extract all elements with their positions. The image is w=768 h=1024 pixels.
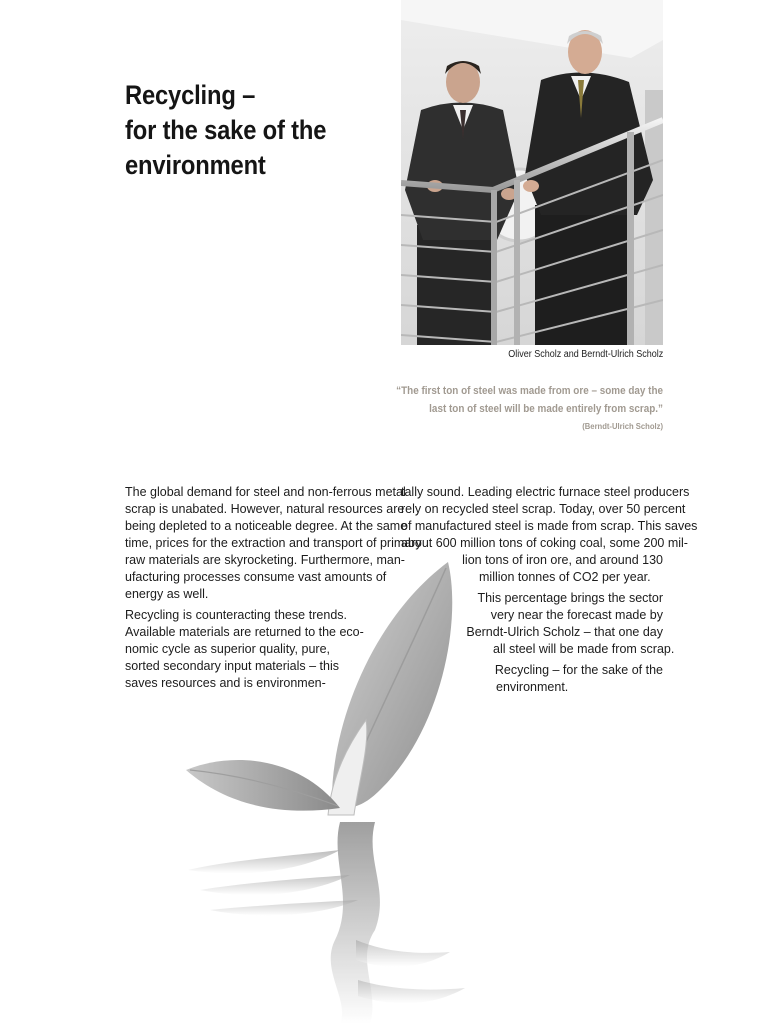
text-line: Berndt-Ulrich Scholz – that one day xyxy=(466,625,663,639)
heading-line-1: Recycling – xyxy=(125,80,256,110)
body-column-left xyxy=(125,484,422,692)
pull-quote xyxy=(393,382,663,433)
text-line: sorted secondary input materials – this xyxy=(125,659,339,673)
text-line: raw materials are skyrocketing. Furthermore, man- xyxy=(125,553,405,567)
text-line: about 600 million tons of coking coal, some 200 mil- xyxy=(401,536,688,550)
body-paragraph-5 xyxy=(401,662,663,696)
portrait-photo xyxy=(401,0,663,345)
text-line: This percentage brings the sector xyxy=(477,591,663,605)
heading-line-2: for the sake of the xyxy=(125,115,327,145)
text-line: rely on recycled steel scrap. Today, over 50 percent xyxy=(401,502,686,516)
body-paragraph-1 xyxy=(125,484,422,603)
quote-attribution: (Berndt-Ulrich Scholz) xyxy=(582,421,663,431)
text-line: ufacturing processes consume vast amounts of xyxy=(125,570,387,584)
quote-line-1: “The first ton of steel was made from ore – some day the xyxy=(396,385,663,397)
photo-caption: Oliver Scholz and Berndt-Ulrich Scholz xyxy=(507,349,663,360)
text-line: tally sound. Leading electric furnace steel producers xyxy=(401,485,690,499)
text-line: time, prices for the extraction and transport of primary xyxy=(125,536,422,550)
text-line: of manufactured steel is made from scrap. This saves xyxy=(401,519,698,533)
text-line: million tonnes of CO2 per year. xyxy=(479,570,651,584)
body-column-right xyxy=(401,484,698,696)
text-line: The global demand for steel and non-ferrous metal xyxy=(125,485,406,499)
heading-line-3: environment xyxy=(125,150,266,180)
text-line: nomic cycle as superior quality, pure, xyxy=(125,642,330,656)
text-line: very near the forecast made by xyxy=(490,608,663,622)
text-line: all steel will be made from scrap. xyxy=(493,642,675,656)
text-line: lion tons of iron ore, and around 130 xyxy=(462,553,663,567)
page-heading xyxy=(125,78,363,183)
quote-line-2: last ton of steel will be made entirely from scrap.” xyxy=(429,403,663,415)
body-paragraph-4 xyxy=(401,590,675,658)
body-paragraph-2 xyxy=(125,607,387,692)
text-line: saves resources and is environmen- xyxy=(125,676,326,690)
body-paragraph-3 xyxy=(401,484,698,586)
text-line: being depleted to a noticeable degree. At the same xyxy=(125,519,408,533)
text-line: environment. xyxy=(496,680,569,694)
text-line: Recycling is counteracting these trends. xyxy=(125,608,347,622)
text-line: Recycling – for the sake of the xyxy=(494,663,663,677)
text-line: Available materials are returned to the eco- xyxy=(125,625,364,639)
text-line: scrap is unabated. However, natural resources are xyxy=(125,502,405,516)
text-line: energy as well. xyxy=(125,587,209,601)
